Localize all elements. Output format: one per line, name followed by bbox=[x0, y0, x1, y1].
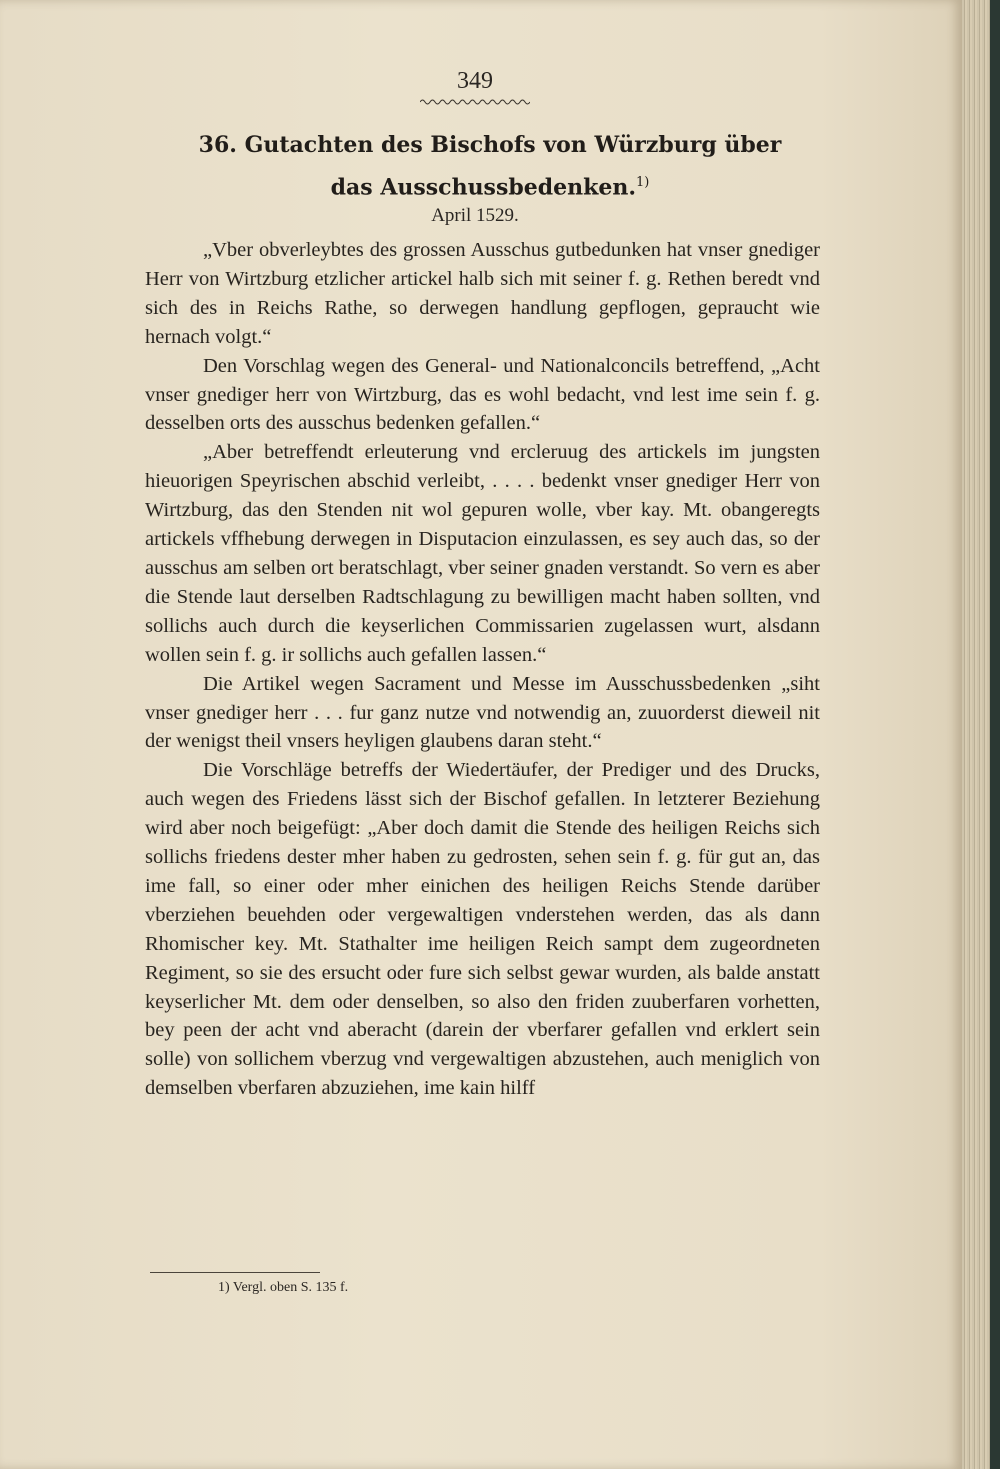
paragraph: „Aber betreffendt erleuterung vnd ercleruug des artickels im jungsten hieuorigen Speyrischen abschid verleibt, . . . . bedenkt vnser gnediger Herr von Wirtzburg, das den Stenden nit wol gepuren wolle, vber kay. Mt. obangeregts artickels vffhebung derwegen in Disputacion einzulassen, es sey auch das, so der ausschus am selben ort beratschlagt, vber seiner gnaden verstandt. So vern es aber die Stende laut derselben Radtschlagung zu bewilligen macht haben sollten, vnd sollichs auch durch die keyserlichen Commissarien zugelassen wurt, alsdann wollen sein f. g. ir sollichs auch gefallen lassen.“ bbox=[145, 441, 820, 666]
section-date: April 1529. bbox=[431, 205, 519, 226]
title-line-2-wrap bbox=[140, 164, 840, 206]
title-line-1: 36. Gutachten des Bischofs von Würzburg über bbox=[198, 132, 782, 158]
title-footnote-marker: 1) bbox=[635, 175, 650, 190]
footnote: 1) Vergl. oben S. 135 f. bbox=[218, 1280, 349, 1295]
paragraph: Den Vorschlag wegen des General- und Nationalconcils betreffend, „Acht vnser gnediger herr von Wirtzburg, das es wohl bedacht, vnd lest ime sein f. g. desselben orts des ausschus bedenken gefallen.“ bbox=[145, 354, 820, 435]
wavy-divider bbox=[420, 98, 530, 106]
footnote-rule bbox=[150, 1272, 320, 1273]
paragraph: „Vber obverleybtes des grossen Ausschus gutbedunken hat vnser gnediger Herr von Wirtzburg etzlicher artickel halb sich mit seiner f. g. Rethen beredt vnd sich des in Reichs Rathe, so derwegen handlung gepflogen, gepraucht wie hernach volgt.“ bbox=[145, 239, 820, 348]
book-binding bbox=[990, 0, 1000, 1469]
section-title bbox=[140, 126, 840, 206]
paragraph: Die Artikel wegen Sacrament und Messe im Ausschussbedenken „siht vnser gnediger herr . . . fur ganz nutze vnd notwendig an, zuuorderst dieweil nit der wenigst theil vnsers heyligen glaubens daran steht.“ bbox=[145, 672, 820, 753]
paragraph: Die Vorschläge betreffs der Wiedertäufer, der Prediger und des Drucks, auch wegen des Friedens lässt sich der Bischof gefallen. In letzterer Beziehung wird aber noch beigefügt: „Aber doch damit die Stende des heiligen Reichs sich sollichs friedens dester mher haben zu gedrosten, sehen sein f. g. für gut an, das ime fall, so einer oder mher einichen des heiligen Reichs Stende darüber vberziehen beuehden oder vergewaltigen vnderstehen werden, das als dann Rhomischer key. Mt. Stathalter ime heiligen Reich sampt dem zugeordneten Regiment, so sie des ersucht oder fure sich selbst gewar wurden, als balde anstatt keyserlicher Mt. dem oder denselben, so also den friden zuuberfaren vorhetten, bey peen der acht vnd aberacht (darein der vberfarer gefallen vnd erklert sein solle) von sollichem vberzug vnd vergewaltigen abzustehen, auch meniglich von demselben vberfaren abzuziehen, ime kain hilff bbox=[145, 759, 820, 1100]
title-line-2: das Ausschussbedenken. bbox=[330, 174, 636, 201]
page-number: 349 bbox=[457, 68, 493, 94]
body-text bbox=[145, 236, 820, 1103]
